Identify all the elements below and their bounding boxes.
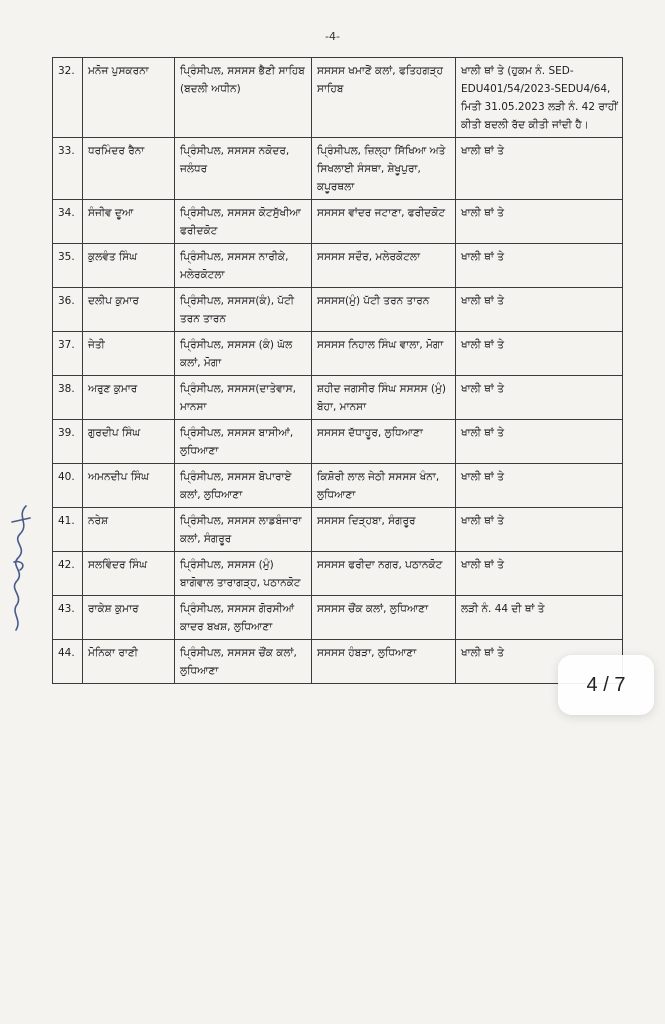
remark-cell: ਖਾਲੀ ਥਾਂ ਤੇ xyxy=(456,200,623,244)
current-posting-cell: ਪ੍ਰਿੰਸੀਪਲ, ਸਸਸਸ ਨਕੋਦਰ, ਜਲੰਧਰ xyxy=(175,138,312,200)
remark-cell: ਖਾਲੀ ਥਾਂ ਤੇ xyxy=(456,552,623,596)
remark-cell: ਖਾਲੀ ਥਾਂ ਤੇ xyxy=(456,508,623,552)
serial-number-cell: 42. xyxy=(53,552,83,596)
table-row xyxy=(53,58,623,138)
new-posting-cell: ਪ੍ਰਿੰਸੀਪਲ, ਜ਼ਿਲ੍ਹਾ ਸਿੱਖਿਆ ਅਤੇ ਸਿਖਲਾਈ ਸੰਸਥਾ, ਸ਼ੇਖੂਪੁਰਾ, ਕਪੂਰਥਲਾ xyxy=(312,138,456,200)
serial-number-cell: 34. xyxy=(53,200,83,244)
new-posting-cell: ਸਸਸਸ ਫਰੀਦਾ ਨਗਰ, ਪਠਾਨਕੋਟ xyxy=(312,552,456,596)
table-row xyxy=(53,200,623,244)
current-posting-cell: ਪ੍ਰਿੰਸੀਪਲ, ਸਸਸਸ (ਕੰ) ਘੱਲ ਕਲਾਂ, ਮੋਗਾ xyxy=(175,332,312,376)
name-cell: ਅਰੁਣ ਕੁਮਾਰ xyxy=(83,376,175,420)
remark-cell: ਖਾਲੀ ਥਾਂ ਤੇ xyxy=(456,138,623,200)
current-posting-cell: ਪ੍ਰਿੰਸੀਪਲ, ਸਸਸਸ ਗੋਰਸੀਆਂ ਕਾਦਰ ਬਖਸ਼, ਲੁਧਿਆਣਾ xyxy=(175,596,312,640)
serial-number-cell: 39. xyxy=(53,420,83,464)
current-posting-cell: ਪ੍ਰਿੰਸੀਪਲ, ਸਸਸਸ (ਮੁੰ) ਬਾਗੋਵਾਲ ਤਾਰਾਗੜ੍ਹ, ਪਠਾਨਕੋਟ xyxy=(175,552,312,596)
table-row xyxy=(53,376,623,420)
name-cell: ਅਮਨਦੀਪ ਸਿੰਘ xyxy=(83,464,175,508)
table-row xyxy=(53,138,623,200)
new-posting-cell: ਸਸਸਸ ਦਿੜ੍ਹਬਾ, ਸੰਗਰੂਰ xyxy=(312,508,456,552)
serial-number-cell: 44. xyxy=(53,640,83,684)
new-posting-cell: ਸਸਸਸ ਹੰਬੜਾ, ਲੁਧਿਆਣਾ xyxy=(312,640,456,684)
transfer-table xyxy=(52,57,623,684)
remark-cell: ਖਾਲੀ ਥਾਂ ਤੇ xyxy=(456,376,623,420)
current-posting-cell: ਪ੍ਰਿੰਸੀਪਲ, ਸਸਸਸ ਲਾਡਬੰਜਾਰਾ ਕਲਾਂ, ਸੰਗਰੂਰ xyxy=(175,508,312,552)
serial-number-cell: 38. xyxy=(53,376,83,420)
table-row xyxy=(53,288,623,332)
remark-cell: ਖਾਲੀ ਥਾਂ ਤੇ xyxy=(456,464,623,508)
new-posting-cell: ਸਸਸਸ ਚੌਂਕ ਕਲਾਂ, ਲੁਧਿਆਣਾ xyxy=(312,596,456,640)
new-posting-cell: ਸਸਸਸ ਨਿਹਾਲ ਸਿੰਘ ਵਾਲਾ, ਮੋਗਾ xyxy=(312,332,456,376)
name-cell: ਸੰਜੀਵ ਦੂਆ xyxy=(83,200,175,244)
table-row xyxy=(53,596,623,640)
table-row xyxy=(53,420,623,464)
new-posting-cell: ਸਸਸਸ ਵਾਂਦਰ ਜਟਾਣਾ, ਫਰੀਦਕੋਟ xyxy=(312,200,456,244)
name-cell: ਧਰਮਿੰਦਰ ਰੈਨਾ xyxy=(83,138,175,200)
remark-cell: ਖਾਲੀ ਥਾਂ ਤੇ xyxy=(456,640,623,684)
name-cell: ਮੋਨਿਕਾ ਰਾਣੀ xyxy=(83,640,175,684)
name-cell: ਰਾਕੇਸ਼ ਕੁਮਾਰ xyxy=(83,596,175,640)
signature xyxy=(4,500,38,650)
name-cell: ਨਰੇਸ਼ xyxy=(83,508,175,552)
name-cell: ਸਲਵਿੰਦਰ ਸਿੰਘ xyxy=(83,552,175,596)
table-row xyxy=(53,640,623,684)
current-posting-cell: ਪ੍ਰਿੰਸੀਪਲ, ਸਸਸਸ ਚੌਂਕ ਕਲਾਂ, ਲੁਧਿਆਣਾ xyxy=(175,640,312,684)
current-posting-cell: ਪ੍ਰਿੰਸੀਪਲ, ਸਸਸਸ(ਦਾਤੇਵਾਸ, ਮਾਨਸਾ xyxy=(175,376,312,420)
remark-cell: ਖਾਲੀ ਥਾਂ ਤੇ xyxy=(456,288,623,332)
serial-number-cell: 41. xyxy=(53,508,83,552)
new-posting-cell: ਸਸਸਸ ਖਮਾਣੋਂ ਕਲਾਂ, ਫਤਿਹਗੜ੍ਹ ਸਾਹਿਬ xyxy=(312,58,456,138)
name-cell: ਕੁਲਵੰਤ ਸਿੰਘ xyxy=(83,244,175,288)
page-indicator: 4 / 7 xyxy=(558,655,654,715)
table-row xyxy=(53,244,623,288)
serial-number-cell: 32. xyxy=(53,58,83,138)
current-posting-cell: ਪ੍ਰਿੰਸੀਪਲ, ਸਸਸਸ ਨਾਰੀਕੇ, ਮਲੇਰਕੋਟਲਾ xyxy=(175,244,312,288)
current-posting-cell: ਪ੍ਰਿੰਸੀਪਲ, ਸਸਸਸ(ਕੰ), ਪੱਟੀ ਤਰਨ ਤਾਰਨ xyxy=(175,288,312,332)
table-row xyxy=(53,332,623,376)
new-posting-cell: ਸਸਸਸ ਸਦੌਰ, ਮਲੇਰਕੋਟਲਾ xyxy=(312,244,456,288)
table-row xyxy=(53,464,623,508)
current-posting-cell: ਪ੍ਰਿੰਸੀਪਲ, ਸਸਸਸ ਬਾਸੀਆਂ, ਲੁਧਿਆਣਾ xyxy=(175,420,312,464)
new-posting-cell: ਸਸਸਸ ਦੱਧਾਹੂਰ, ਲੁਧਿਆਣਾ xyxy=(312,420,456,464)
remark-cell: ਖਾਲੀ ਥਾਂ ਤੇ xyxy=(456,420,623,464)
current-posting-cell: ਪ੍ਰਿੰਸੀਪਲ, ਸਸਸਸ ਭੈਣੀ ਸਾਹਿਬ (ਬਦਲੀ ਅਧੀਨ) xyxy=(175,58,312,138)
current-posting-cell: ਪ੍ਰਿੰਸੀਪਲ, ਸਸਸਸ ਕੋਟਸੁੱਖੀਆ ਫਰੀਦਕੋਟ xyxy=(175,200,312,244)
serial-number-cell: 43. xyxy=(53,596,83,640)
remark-cell: ਲੜੀ ਨੰ. 44 ਦੀ ਥਾਂ ਤੇ xyxy=(456,596,623,640)
name-cell: ਮਨੋਜ ਪੁਸਕਰਨਾ xyxy=(83,58,175,138)
table-row xyxy=(53,552,623,596)
remark-cell: ਖਾਲੀ ਥਾਂ ਤੇ (ਹੁਕਮ ਨੰ. SED-EDU401/54/2023-SEDU4/64, ਮਿਤੀ 31.05.2023 ਲੜੀ ਨੰ. 42 ਰਾਹੀਂ ਕੀਤੀ ਬਦਲੀ ਰੱਦ ਕੀਤੀ ਜਾਂਦੀ ਹੈ। xyxy=(456,58,623,138)
table-row xyxy=(53,508,623,552)
serial-number-cell: 33. xyxy=(53,138,83,200)
page-number: -4- xyxy=(325,30,340,43)
remark-cell: ਖਾਲੀ ਥਾਂ ਤੇ xyxy=(456,332,623,376)
new-posting-cell: ਸਸਸਸ(ਮੁੰ) ਪੱਟੀ ਤਰਨ ਤਾਰਨ xyxy=(312,288,456,332)
name-cell: ਦਲੀਪ ਕੁਮਾਰ xyxy=(83,288,175,332)
new-posting-cell: ਸ਼ਹੀਦ ਜਗਸੀਰ ਸਿੰਘ ਸਸਸਸ (ਮੁੰ) ਬੋਹਾ, ਮਾਨਸਾ xyxy=(312,376,456,420)
serial-number-cell: 37. xyxy=(53,332,83,376)
serial-number-cell: 40. xyxy=(53,464,83,508)
serial-number-cell: 36. xyxy=(53,288,83,332)
name-cell: ਜੇਤੀ xyxy=(83,332,175,376)
new-posting-cell: ਕਿਸ਼ੋਰੀ ਲਾਲ ਜੇਠੀ ਸਸਸਸ ਖੰਨਾ, ਲੁਧਿਆਣਾ xyxy=(312,464,456,508)
serial-number-cell: 35. xyxy=(53,244,83,288)
current-posting-cell: ਪ੍ਰਿੰਸੀਪਲ, ਸਸਸਸ ਬੋਪਾਰਾਏ ਕਲਾਂ, ਲੁਧਿਆਣਾ xyxy=(175,464,312,508)
name-cell: ਗੁਰਦੀਪ ਸਿੰਘ xyxy=(83,420,175,464)
remark-cell: ਖਾਲੀ ਥਾਂ ਤੇ xyxy=(456,244,623,288)
